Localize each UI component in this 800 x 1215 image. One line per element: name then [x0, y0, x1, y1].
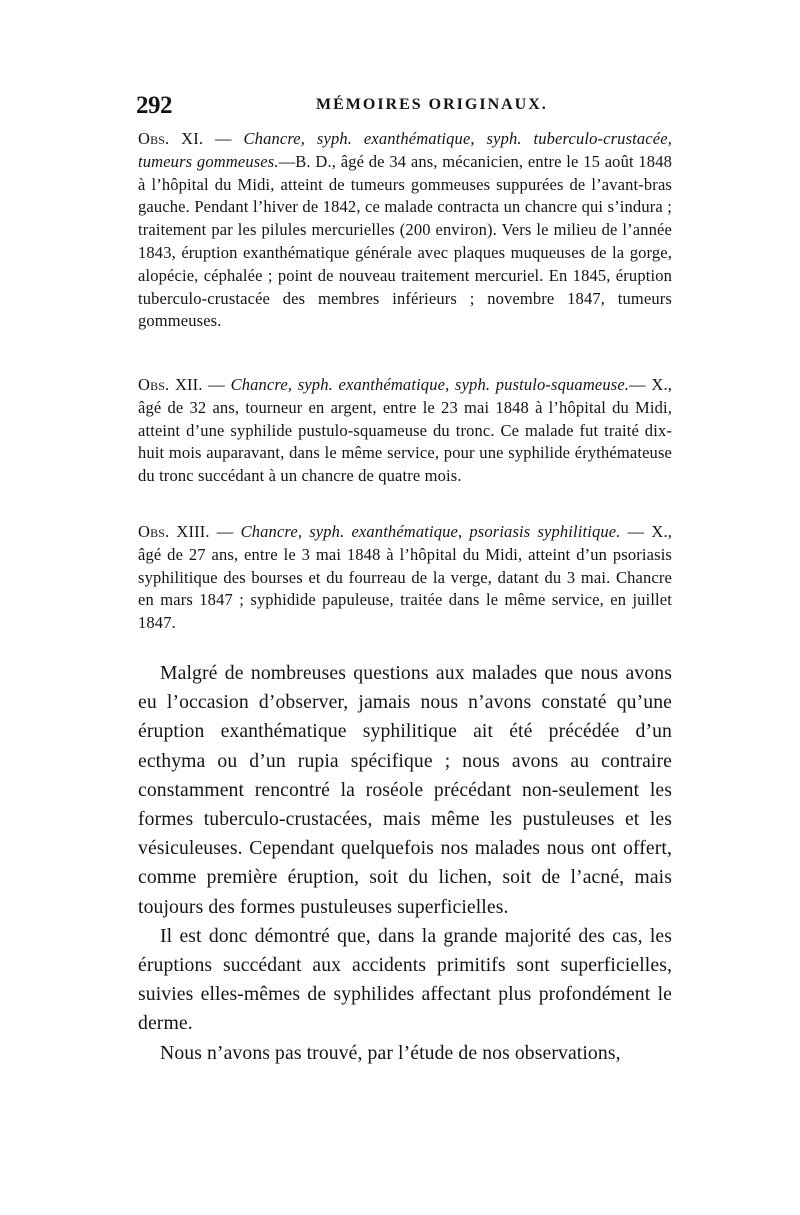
- paragraph: Malgré de nombreuses questions aux malades que nous avons eu l’occasion d’observer, jamais nous n’avons constaté qu’une éruption exanthématique syphilitique ait été précédée d’un ecthyma ou d’un rupia spécifique ; nous avons au contraire constamment rencontré la roséole précédant non-seulement les formes tuberculo-crustacées, mais même les pustuleuses et les vésiculeuses. Cependant quelquefois nos malades nous ont offert, comme première éruption, soit du lichen, soit de l’acné, mais toujours des formes pustuleuses superficielles.: [138, 662, 672, 918]
- paragraph: Nous n’avons pas trouvé, par l’étude de nos observations,: [160, 1041, 621, 1064]
- observation-xi: [138, 128, 672, 333]
- observation-label: Obs. XII.: [138, 375, 203, 394]
- observation-xii: [138, 374, 672, 488]
- observation-title: Chancre, syph. exanthématique, psoriasis syphilitique.: [240, 522, 621, 541]
- page-header: [136, 92, 674, 118]
- page-number: 292: [136, 92, 172, 119]
- observation-separator: —: [203, 129, 244, 148]
- observation-separator: —: [202, 375, 231, 394]
- observation-text: — X., âgé de 32 ans, tourneur en argent, entre le 23 mai 1848 à l’hôpital du Midi, atteint d’une syphilide pustulo-squameuse du tronc. Ce malade fut traité dix-huit mois auparavant, dans le même service, pour une syphilide érythémateuse du tronc succédant à un chancre de quatre mois.: [138, 375, 673, 486]
- observation-label: Obs. XIII.: [138, 522, 210, 541]
- paragraph: Il est donc démontré que, dans la grande majorité des cas, les éruptions succédant aux accidents primitifs sont superficielles, suivies elles-mêmes de syphilides affectant plus profondément le derme.: [138, 924, 672, 1035]
- observation-text: —B. D., âgé de 34 ans, mécanicien, entre le 15 août 1848 à l’hôpital du Midi, atteint de tumeurs gommeuses suppurées de l’avant-bras gauche. Pendant l’hiver de 1842, ce malade contracta un chancre qui s’indura ; traitement par les pilules mercurielles (200 environ). Vers le milieu de l’année 1843, éruption exanthématique générale avec plaques muqueuses de la gorge, alopécie, céphalée ; point de nouveau traitement mercuriel. En 1845, éruption tuberculo-crustacée des membres inférieurs ; novembre 1847, tumeurs gommeuses.: [138, 151, 673, 331]
- observation-xiii: [138, 521, 672, 635]
- observation-separator: —: [209, 522, 241, 541]
- body-text: [138, 659, 672, 1068]
- running-title: MÉMOIRES ORIGINAUX.: [316, 96, 548, 113]
- observation-label: Obs. XI.: [138, 129, 204, 148]
- observation-title: Chancre, syph. exanthématique, syph. pustulo-squameuse.: [230, 375, 630, 394]
- observation-title: Chancre, syph. exanthématique, syph. tuberculo-crustacée, tumeurs gommeuses.: [138, 129, 672, 171]
- observation-text: — X., âgé de 27 ans, entre le 3 mai 1848 à l’hôpital du Midi, atteint d’un psoriasis syphilitique des bourses et du fourreau de la verge, datant du 3 mai. Chancre en mars 1847 ; syphidide papuleuse, traitée dans le même service, en juillet 1847.: [138, 522, 672, 633]
